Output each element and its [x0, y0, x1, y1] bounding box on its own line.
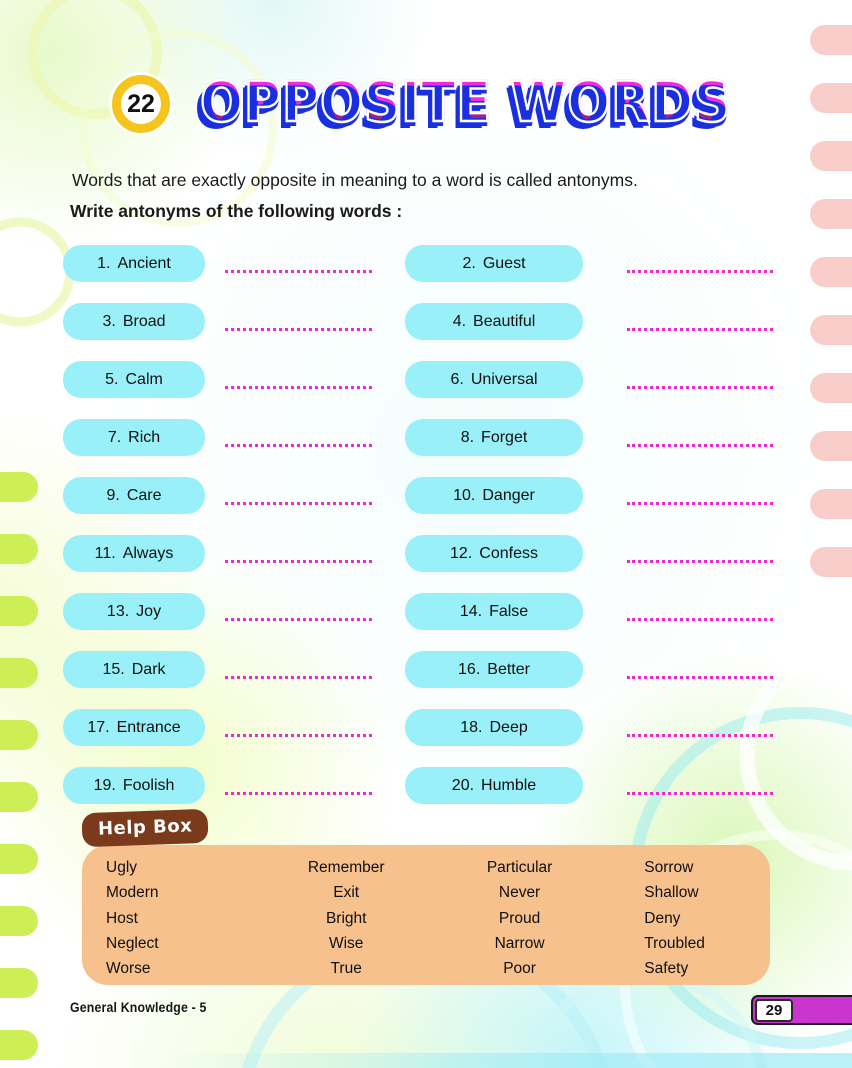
help-word: Deny — [644, 909, 681, 927]
exercise-row — [63, 709, 783, 746]
word-number: 1. — [97, 254, 111, 272]
side-tab-pink — [810, 547, 852, 577]
word-number: 3. — [102, 312, 116, 330]
word-number: 16. — [458, 660, 481, 678]
side-tab-green — [0, 782, 38, 812]
answer-line[interactable] — [225, 434, 372, 447]
word-pill — [63, 593, 205, 630]
help-word: Exit — [333, 884, 360, 902]
word-label: Care — [126, 486, 162, 504]
word-label: Joy — [136, 602, 162, 620]
help-word: Poor — [503, 960, 536, 978]
page-title — [200, 66, 840, 146]
word-label: Entrance — [116, 718, 181, 736]
word-pill — [405, 593, 583, 630]
word-number: 13. — [106, 602, 130, 620]
help-word: Modern — [106, 884, 159, 902]
word-number: 20. — [451, 776, 475, 794]
page-number-badge — [751, 995, 852, 1025]
page-number: 29 — [755, 999, 793, 1022]
help-word: Shallow — [644, 884, 699, 902]
answer-line[interactable] — [627, 608, 773, 621]
answer-line[interactable] — [225, 318, 372, 331]
help-word: Neglect — [106, 934, 159, 952]
word-label: Guest — [482, 254, 526, 272]
answer-line[interactable] — [225, 260, 372, 273]
word-label: Better — [487, 660, 530, 678]
word-pill — [63, 419, 205, 456]
word-pill — [405, 245, 583, 282]
help-word: Particular — [486, 859, 553, 876]
word-label: Foolish — [122, 776, 175, 794]
side-tab-green — [0, 968, 38, 998]
word-number: 2. — [462, 254, 476, 272]
answer-line[interactable] — [627, 782, 773, 795]
side-tab-pink — [810, 257, 852, 287]
word-number: 11. — [94, 544, 116, 562]
answer-line[interactable] — [627, 318, 773, 331]
answer-line[interactable] — [627, 666, 773, 679]
word-label: Deep — [489, 718, 528, 736]
help-word: Proud — [498, 909, 541, 927]
word-label: Danger — [482, 486, 535, 504]
word-pill — [405, 651, 583, 688]
word-label: Beautiful — [473, 312, 536, 330]
word-label: Humble — [481, 776, 537, 794]
answer-line[interactable] — [627, 376, 773, 389]
help-word: Remember — [307, 859, 385, 876]
word-number: 12. — [450, 544, 473, 562]
word-label: Confess — [479, 544, 538, 562]
side-tab-green — [0, 472, 38, 502]
exercise-row — [63, 767, 783, 804]
word-pill — [63, 709, 205, 746]
side-tab-green — [0, 906, 38, 936]
word-label: Universal — [470, 370, 538, 388]
answer-line[interactable] — [627, 550, 773, 563]
word-label: Dark — [131, 660, 166, 678]
word-label: Broad — [122, 312, 166, 330]
help-word: Sorrow — [644, 859, 694, 876]
help-word: Worse — [106, 960, 151, 978]
word-pill — [63, 303, 205, 340]
word-number: 5. — [105, 370, 119, 388]
word-label: Ancient — [117, 254, 171, 272]
exercise-row — [63, 361, 783, 398]
help-word: Safety — [644, 960, 689, 978]
help-box-label: Help Box — [81, 809, 208, 847]
exercise-row — [63, 593, 783, 630]
side-tab-pink — [810, 25, 852, 55]
side-tab-pink — [810, 199, 852, 229]
side-tab-pink — [810, 315, 852, 345]
word-number: 9. — [106, 486, 120, 504]
answer-line[interactable] — [225, 376, 372, 389]
word-label: Calm — [125, 370, 163, 388]
help-word: True — [330, 960, 362, 978]
word-label: False — [489, 602, 529, 620]
exercise-row — [63, 535, 783, 572]
answer-line[interactable] — [627, 492, 773, 505]
side-tab-green — [0, 720, 38, 750]
side-tab-green — [0, 658, 38, 688]
word-pill — [63, 767, 205, 804]
help-box-panel — [82, 845, 770, 985]
answer-line[interactable] — [225, 492, 372, 505]
help-word: Bright — [325, 909, 367, 927]
lesson-number: 22 — [127, 89, 155, 118]
help-word: Ugly — [106, 859, 138, 876]
word-pill — [63, 245, 205, 282]
word-number: 7. — [107, 428, 122, 446]
help-word: Never — [498, 884, 541, 902]
answer-line[interactable] — [225, 608, 372, 621]
word-number: 19. — [93, 776, 116, 794]
exercise-row — [63, 245, 783, 282]
word-pill — [63, 651, 205, 688]
help-word: Wise — [328, 934, 364, 952]
answer-line[interactable] — [225, 666, 372, 679]
word-pill — [63, 477, 205, 514]
help-word: Troubled — [644, 934, 705, 952]
word-pill — [405, 419, 583, 456]
word-pill — [405, 361, 583, 398]
word-pill — [63, 535, 205, 572]
exercise-row — [63, 477, 783, 514]
answer-line[interactable] — [627, 724, 773, 737]
word-number: 4. — [452, 312, 467, 330]
answer-line[interactable] — [225, 550, 372, 563]
answer-line[interactable] — [225, 724, 372, 737]
word-pill — [405, 709, 583, 746]
definition-text: Words that are exactly opposite in meaning to a word is called antonyms. — [72, 170, 638, 190]
word-pill — [405, 535, 583, 572]
side-tab-green — [0, 844, 38, 874]
word-number: 17. — [87, 718, 110, 736]
instruction-text: Write antonyms of the following words : — [70, 201, 403, 221]
word-number: 10. — [453, 486, 476, 504]
exercise-grid — [63, 245, 783, 825]
help-word: Narrow — [494, 934, 545, 952]
side-tab-green — [0, 596, 38, 626]
exercise-row — [63, 651, 783, 688]
word-pill — [405, 303, 583, 340]
answer-line[interactable] — [627, 260, 773, 273]
help-word-grid — [94, 855, 756, 981]
word-pill — [405, 767, 583, 804]
exercise-row — [63, 419, 783, 456]
word-pill — [63, 361, 205, 398]
word-number: 8. — [460, 428, 475, 446]
answer-line[interactable] — [627, 434, 773, 447]
page-title-text: OPPOSITE WORDS — [200, 66, 731, 138]
word-number: 18. — [460, 718, 483, 736]
side-tab-pink — [810, 489, 852, 519]
word-label: Always — [122, 544, 174, 562]
word-number: 14. — [459, 602, 483, 620]
side-tab-pink — [810, 373, 852, 403]
lesson-number-badge — [112, 75, 170, 133]
word-label: Forget — [481, 428, 528, 446]
word-pill — [405, 477, 583, 514]
word-number: 15. — [102, 660, 125, 678]
bottom-decoration-band — [0, 1053, 852, 1068]
help-word: Host — [106, 909, 138, 927]
side-tab-green — [0, 534, 38, 564]
side-tab-pink — [810, 431, 852, 461]
word-label: Rich — [128, 428, 161, 446]
word-number: 6. — [450, 370, 464, 388]
answer-line[interactable] — [225, 782, 372, 795]
footer-book-title: General Knowledge - 5 — [70, 999, 207, 1015]
exercise-row — [63, 303, 783, 340]
